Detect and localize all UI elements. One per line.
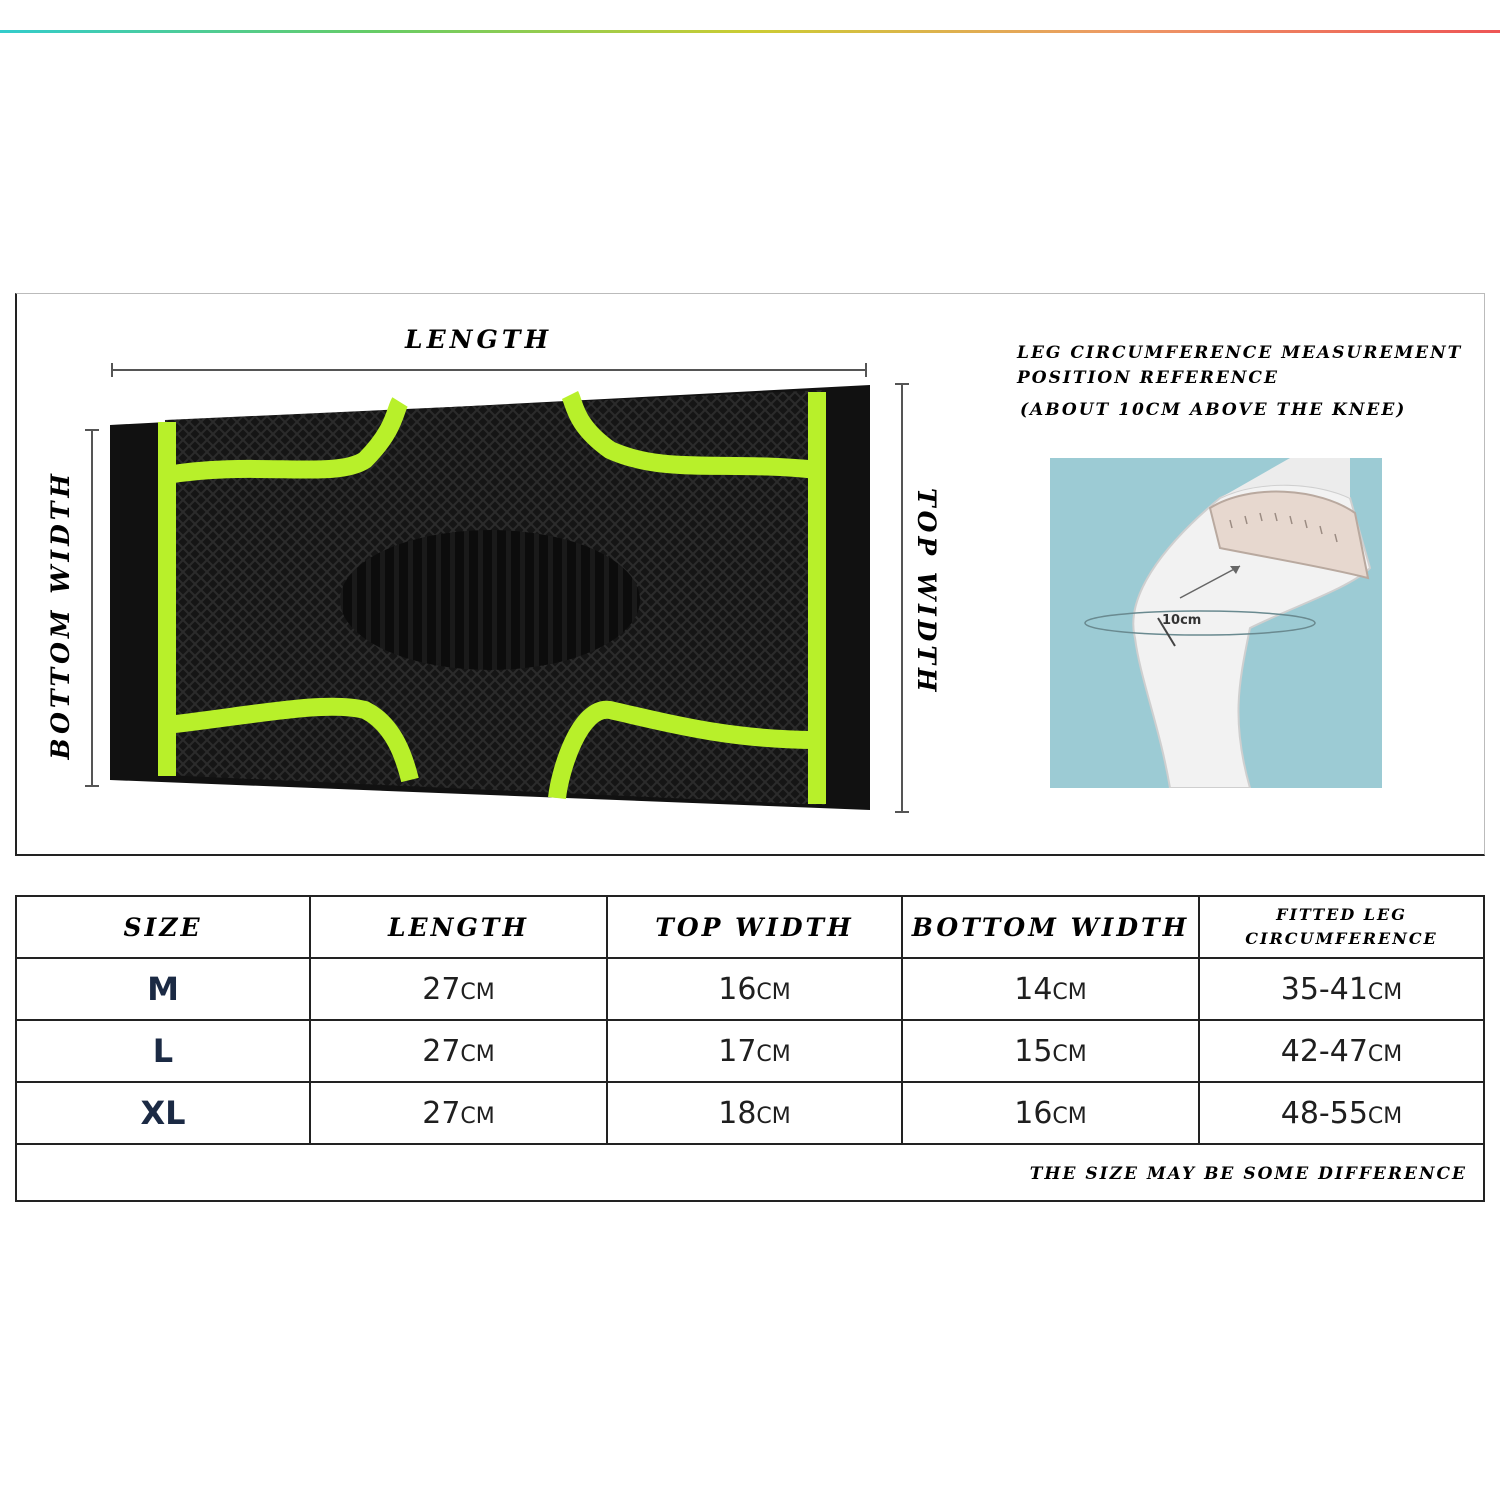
header-length: LENGTH: [310, 896, 607, 958]
length-label: LENGTH: [405, 325, 553, 354]
circumference-cell: 48-55CM: [1199, 1082, 1484, 1144]
table-header-row: [16, 896, 1484, 958]
header-fitted-circumference: [1199, 896, 1484, 958]
knee-sleeve-image: [105, 380, 880, 820]
reference-line-3: (ABOUT 10CM ABOVE THE KNEE): [1020, 400, 1407, 420]
note-row: [15, 1140, 1485, 1202]
header-fitted-line-2: CIRCUMFERENCE: [1245, 929, 1438, 948]
top-width-cell: 17CM: [607, 1020, 902, 1082]
header-top-width: TOP WIDTH: [607, 896, 902, 958]
reference-line-1: LEG CIRCUMFERENCE MEASUREMENT: [1017, 343, 1463, 363]
top-width-label: TOP WIDTH: [912, 488, 941, 696]
length-cell: 27CM: [310, 958, 607, 1020]
leg-measurement-illustration: [1050, 458, 1382, 788]
table-row: [16, 1082, 1484, 1144]
top-width-cell: 16CM: [607, 958, 902, 1020]
bottom-width-cell: 14CM: [902, 958, 1199, 1020]
size-cell: XL: [16, 1082, 310, 1144]
size-cell: M: [16, 958, 310, 1020]
bottom-width-label: BOTTOM WIDTH: [46, 470, 75, 760]
circumference-cell: 42-47CM: [1199, 1020, 1484, 1082]
top-gradient-line: [0, 30, 1500, 33]
top-width-dimension-line: [892, 382, 912, 814]
size-difference-note: THE SIZE MAY BE SOME DIFFERENCE: [1029, 1164, 1467, 1184]
bottom-width-cell: 15CM: [902, 1020, 1199, 1082]
table-row: [16, 1020, 1484, 1082]
bottom-width-dimension-line: [82, 428, 102, 788]
header-size: SIZE: [16, 896, 310, 958]
table-row: [16, 958, 1484, 1020]
size-cell: L: [16, 1020, 310, 1082]
length-cell: 27CM: [310, 1020, 607, 1082]
header-fitted-line-1: FITTED LEG: [1276, 905, 1407, 924]
top-width-cell: 18CM: [607, 1082, 902, 1144]
length-cell: 27CM: [310, 1082, 607, 1144]
circumference-cell: 35-41CM: [1199, 958, 1484, 1020]
size-chart-table: [15, 895, 1485, 1145]
reference-line-2: POSITION REFERENCE: [1017, 368, 1279, 388]
header-bottom-width: BOTTOM WIDTH: [902, 896, 1199, 958]
length-dimension-line: [108, 360, 870, 380]
bottom-width-cell: 16CM: [902, 1082, 1199, 1144]
ten-cm-label: 10cm: [1162, 613, 1202, 628]
